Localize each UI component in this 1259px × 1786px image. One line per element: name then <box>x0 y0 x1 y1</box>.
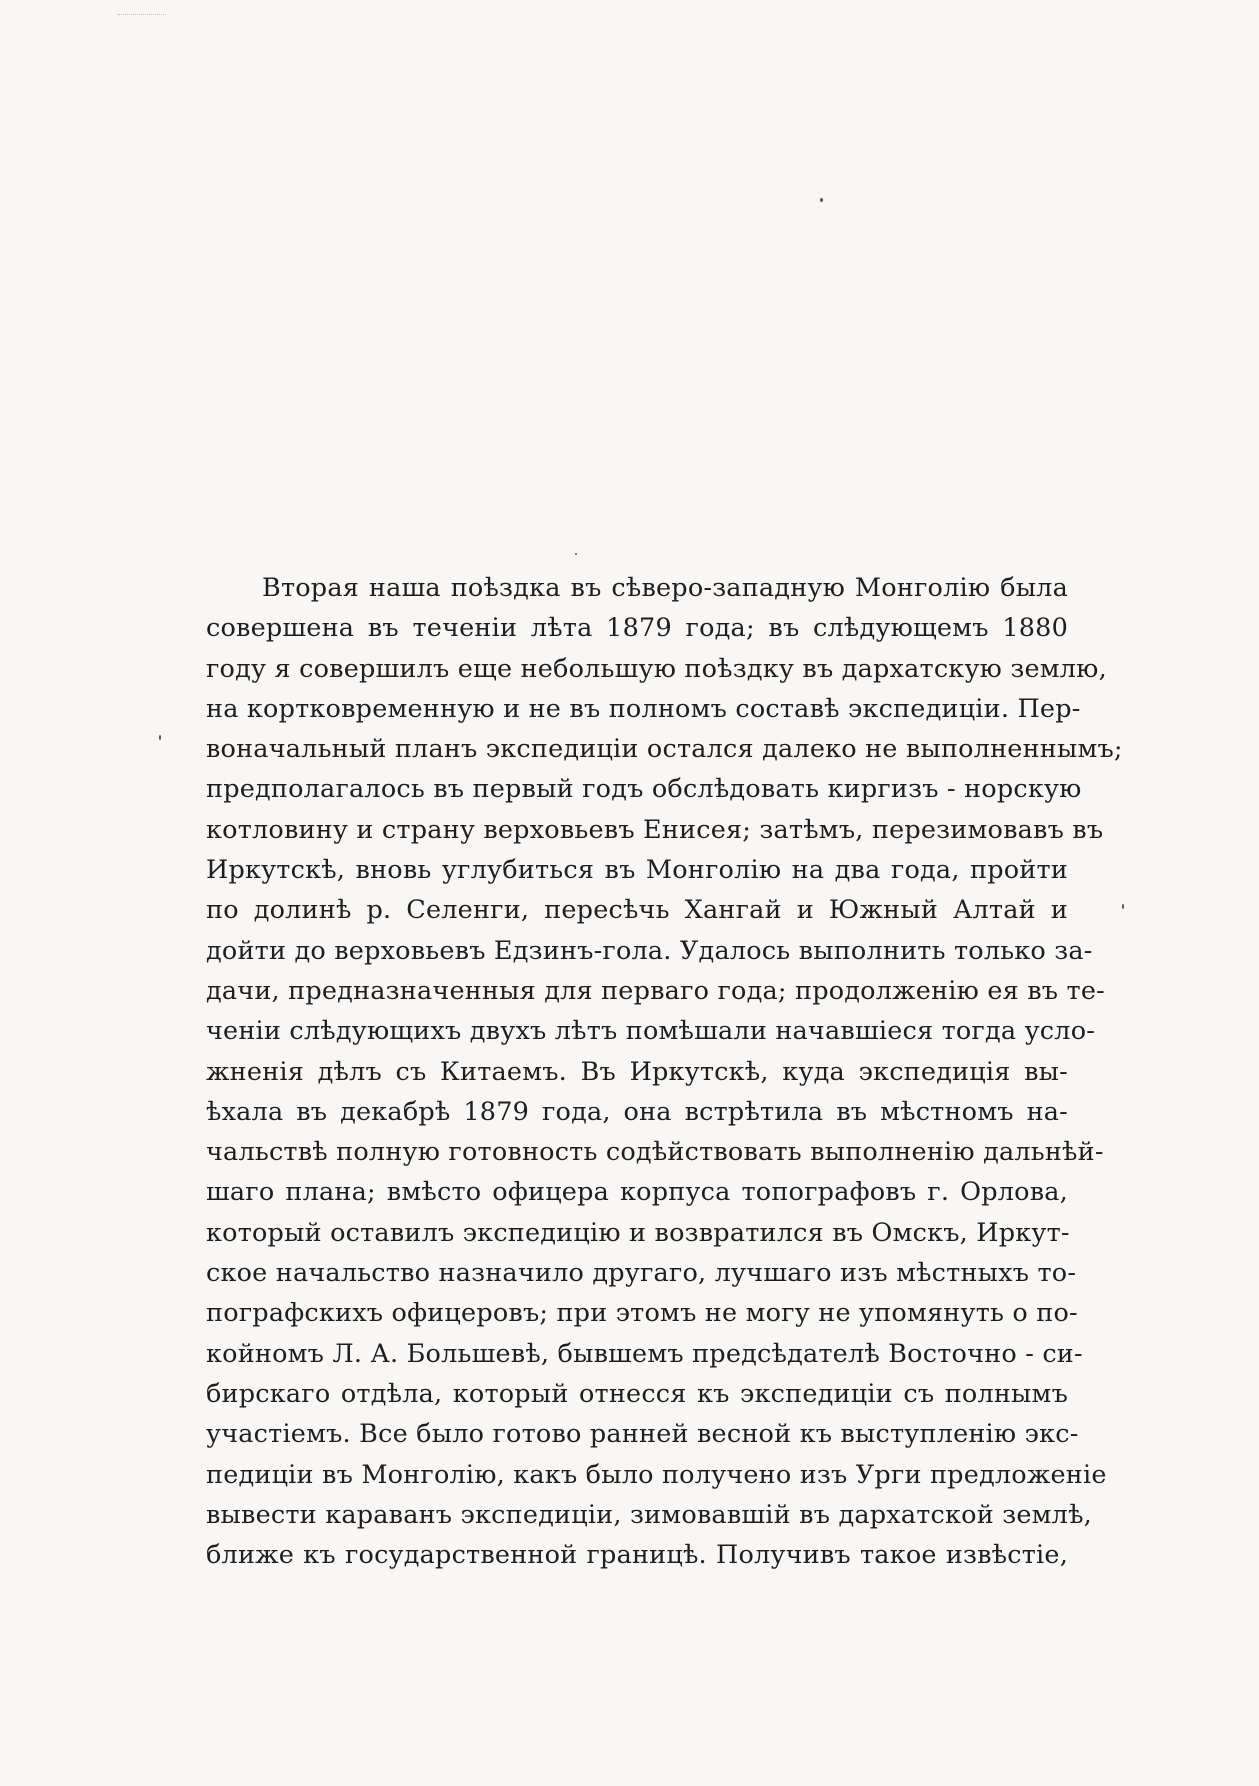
text-line: Вторая наша поѣздка въ сѣверо-западную Монголію была <box>262 573 1068 603</box>
text-line: дойти до верховьевъ Едзинъ-гола. Удалось выполнить только за- <box>206 935 1093 966</box>
text-line: ское начальство назначило другаго, лучшаго изъ мѣстныхъ то- <box>206 1258 1077 1289</box>
ink-speck <box>1122 904 1124 909</box>
body-paragraph <box>206 568 1123 1575</box>
text-line: который оставилъ экспедицію и возвратился въ Омскъ, Иркут- <box>206 1217 1070 1248</box>
text-line: ѣхала въ декабрѣ 1879 года, она встрѣтила въ мѣстномъ на- <box>206 1096 1068 1127</box>
text-line: предполагалось въ первый годъ обслѣдовать киргизъ - норскую <box>206 774 1082 805</box>
scan-edge-mark <box>118 14 166 17</box>
ink-speck <box>575 553 577 555</box>
text-line: году я совершилъ еще небольшую поѣздку въ дархатскую землю, <box>206 653 1107 684</box>
text-line: педиціи въ Монголію, какъ было получено изъ Урги предложеніе <box>206 1459 1107 1490</box>
text-line: вывести караванъ экспедиціи, зимовавшій въ дархатской землѣ, <box>206 1499 1092 1530</box>
text-line: бирскаго отдѣла, который отнесся къ экспедиціи съ полнымъ <box>206 1378 1068 1409</box>
text-line: пографскихъ офицеровъ; при этомъ не могу не упомянуть о по- <box>206 1298 1078 1329</box>
text-line: Иркутскѣ, вновь углубиться въ Монголію на два года, пройти <box>206 855 1068 886</box>
text-line: ченіи слѣдующихъ двухъ лѣтъ помѣшали начавшіеся тогда усло- <box>206 1016 1096 1047</box>
text-line: дачи, предназначенныя для перваго года; продолженію ея въ те- <box>206 975 1105 1006</box>
text-line: воначальный планъ экспедиціи остался далеко не выполненнымъ; <box>206 734 1123 765</box>
ink-speck <box>159 735 161 740</box>
text-line: участіемъ. Все было готово ранней весной къ выступленію экс- <box>206 1419 1079 1450</box>
text-line: чальствѣ полную готовность содѣйствовать выполненію дальнѣй- <box>206 1137 1104 1168</box>
text-line: совершена въ теченіи лѣта 1879 года; въ слѣдующемъ 1880 <box>206 613 1068 644</box>
text-line: койномъ Л. А. Большевѣ, бывшемъ предсѣдателѣ Восточно - си- <box>206 1338 1083 1369</box>
text-line: шаго плана; вмѣсто офицера корпуса топографовъ г. Орлова, <box>206 1177 1068 1208</box>
text-line: ближе къ государственной границѣ. Получивъ такое извѣстіе, <box>206 1540 1068 1571</box>
text-line: на кортковременную и не въ полномъ составѣ экспедиціи. Пер- <box>206 693 1081 724</box>
text-line: котловину и страну верховьевъ Енисея; затѣмъ, перезимовавъ въ <box>206 814 1104 845</box>
text-line: по долинѣ р. Селенги, пересѣчь Хангай и Южный Алтай и <box>206 895 1068 926</box>
text-line: жненія дѣлъ съ Китаемъ. Въ Иркутскѣ, куда экспедиція вы- <box>206 1056 1068 1087</box>
ink-speck <box>820 198 823 202</box>
